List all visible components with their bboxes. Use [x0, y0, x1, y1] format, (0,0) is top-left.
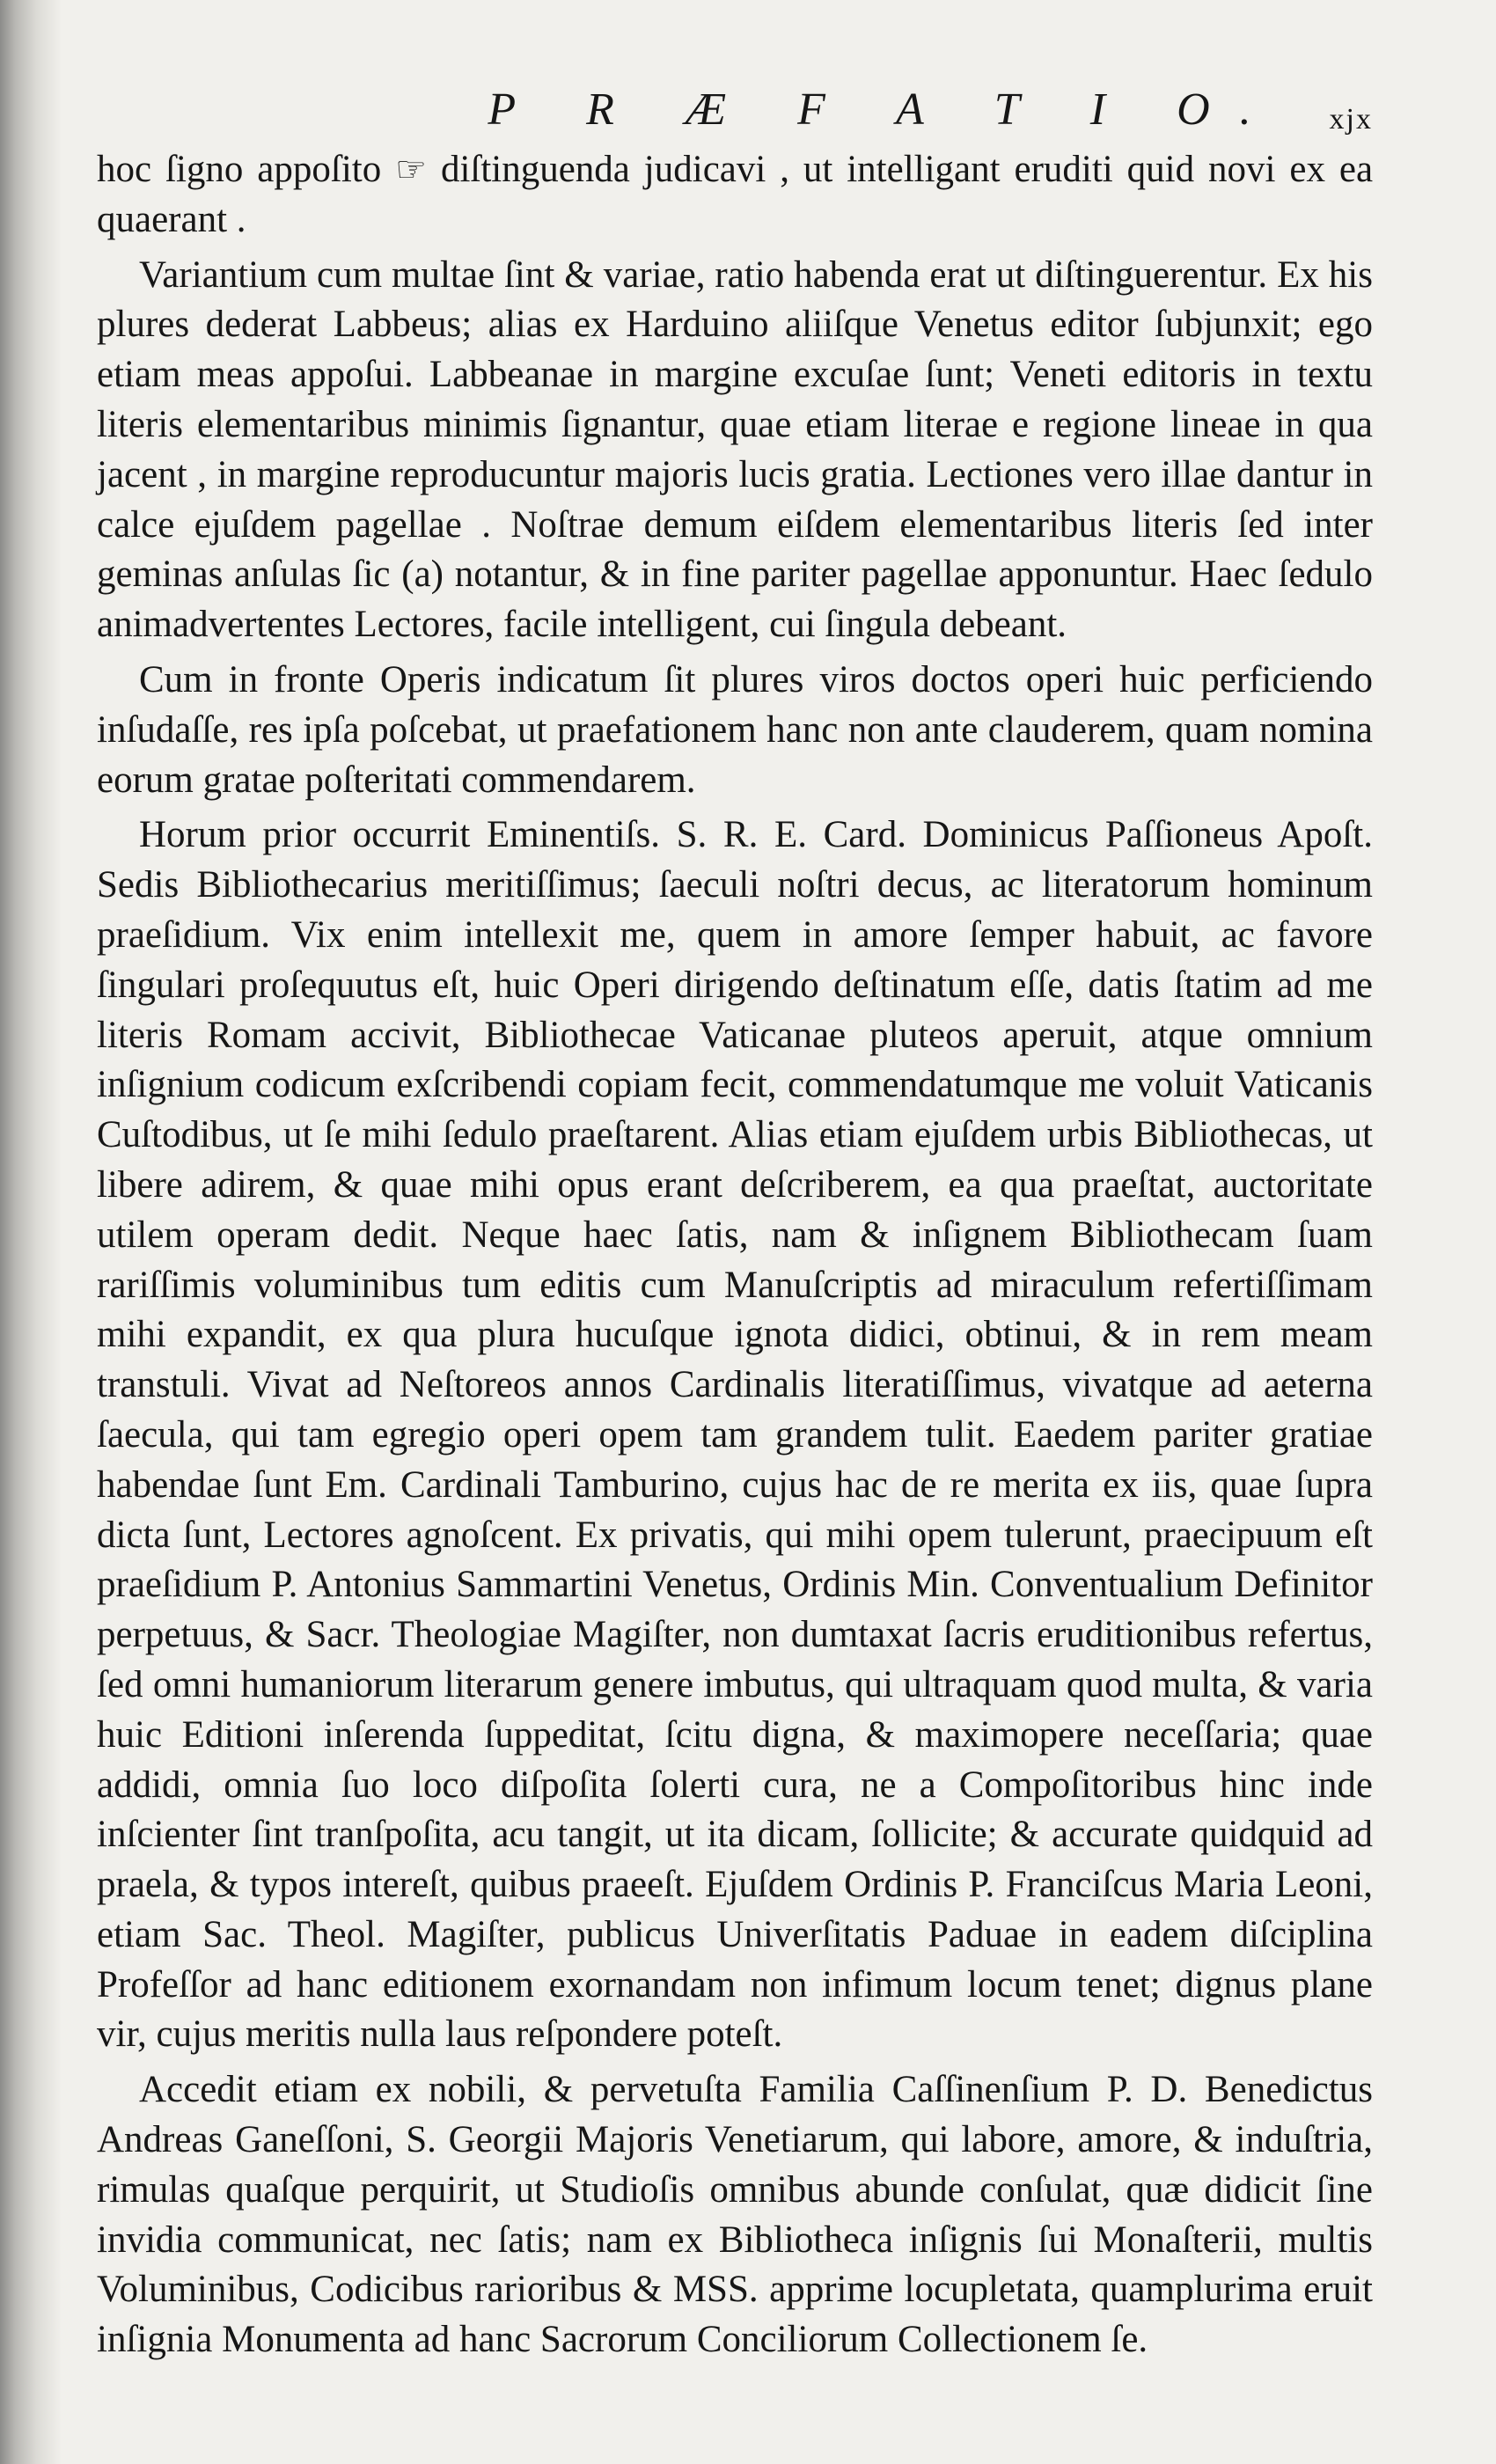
book-page — [97, 84, 1373, 2371]
paragraph-variants: Variantium cum multae ſint & variae, ratio habenda erat ut diſtinguerentur. Ex his plures dederat Labbeus; alias ex Harduino aliiſque Venetus editor ſubjunxit; ego etiam meas appoſui. Labbeanae in margine excuſae ſunt; Veneti editoris in textu literis elementaribus minimis ſignantur, quae etiam literae e regione lineae in qua jacent , in margine reproducuntur majoris lucis gratia. Lectiones vero illae dantur in calce ejuſdem pagellae . Noſtrae demum eiſdem elementaribus literis ſed inter geminas anſulas ſic (a) notantur, & in fine pariter pagellae apponuntur. Haec ſedulo animadvertentes Lectores, facile intelligent, cui ſingula debeant. — [97, 253, 1373, 646]
body-text — [97, 145, 1373, 2365]
manicule-icon: ☞ — [395, 150, 428, 190]
paragraph-text: diſtinguenda judicavi , ut intelligant eruditi quid novi ex ea quaerant . — [97, 149, 1374, 240]
running-head — [97, 84, 1373, 145]
book-gutter-shadow — [0, 0, 62, 2464]
paragraph-preface-close: Cum in fronte Operis indicatum ſit plures viros doctos operi huic perficiendo inſudaſſe, res ipſa poſcebat, ut praefationem hanc non ante clauderem, quam nomina eorum gratae poſteritati commendarem. — [97, 658, 1373, 801]
page-number: xjx — [1329, 103, 1373, 136]
paragraph-contributors: Horum prior occurrit Eminentiſs. S. R. E. Card. Dominicus Paſſioneus Apoſt. Sedis Bibliothecarius meritiſſimus; ſaeculi noſtri decus, ac literatorum hominum praeſidium. Vix enim intellexit me, quem in amore ſemper habuit, ac favore ſingulari proſequutus eſt, huic Operi dirigendo deſtinatum eſſe, datis ſtatim ad me literis Romam accivit, Bibliothecae Vaticanae pluteos aperuit, atque omnium inſignium codicum exſcribendi copiam fecit, commendatumque me voluit Vaticanis Cuſtodibus, ut ſe mihi ſedulo praeſtarent. Alias etiam ejuſdem urbis Bibliothecas, ut libere adirem, & quae mihi opus erant deſcriberem, ea qua praeſtat, auctoritate utilem operam dedit. Neque haec ſatis, nam & inſignem Bibliothecam ſuam rariſſimis voluminibus tum editis cum Manuſcriptis ad miraculum refertiſſimam mihi expandit, ex qua plura hucuſque ignota didici, obtinui, & in rem meam transtuli. Vivat ad Neſtoreos annos Cardinalis literatiſſimus, vivatque ad aeterna ſaecula, qui tam egregio operi opem tam grandem tulit. Eaedem pariter gratiae habendae ſunt Em. Cardinali Tamburino, cujus hac de re merita ex iis, quae ſupra dicta ſunt, Lectores agnoſcent. Ex privatis, qui mihi opem tulerunt, praecipuum eſt praeſidium P. Antonius Sammartini Venetus, Ordinis Min. Conventualium Definitor perpetuus, & Sacr. Theologiae Magiſter, non dumtaxat ſacris eruditionibus refertus, ſed omni humaniorum literarum genere imbutus, qui ultraquam quod multa, & varia huic Editioni inſerenda ſuppeditat, ſcitu digna, & maximopere neceſſaria; quae addidi, omnia ſuo loco diſpoſita ſolerti cura, ne a Compoſitoribus hinc inde inſcienter ſint tranſpoſita, acu tangit, ut ita dicam, ſollicite; & accurate quidquid ad praela, & typos intereſt, quibus praeeſt. Ejuſdem Ordinis P. Franciſcus Maria Leoni, etiam Sac. Theol. Magiſter, publicus Univerſitatis Paduae in eadem diſciplina Profeſſor ad hanc editionem exornandam non infimum locum tenet; dignus plane vir, cujus meritis nulla laus reſpondere poteſt. — [97, 814, 1373, 2056]
paragraph-ganessoni: Accedit etiam ex nobili, & pervetuſta Familia Caſſinenſium P. D. Benedictus Andreas Ganeſſoni, S. Georgii Majoris Venetiarum, qui labore, amore, & induſtria, rimulas quaſque perquirit, ut Studioſis omnibus abunde conſulat, quæ didicit ſine invidia communicat, nec ſatis; nam ex Bibliotheca inſignis ſui Monaſterii, multis Voluminibus, Codicibus rarioribus & MSS. apprime locupletata, quamplurima eruit inſignia Monumenta ad hanc Sacrorum Conciliorum Collectionem ſe. — [97, 2069, 1373, 2361]
paragraph-text: hoc ſigno appoſito — [97, 149, 382, 190]
paragraph-continuation — [97, 145, 1373, 246]
running-title: P R Æ F A T I O. — [488, 84, 1281, 135]
